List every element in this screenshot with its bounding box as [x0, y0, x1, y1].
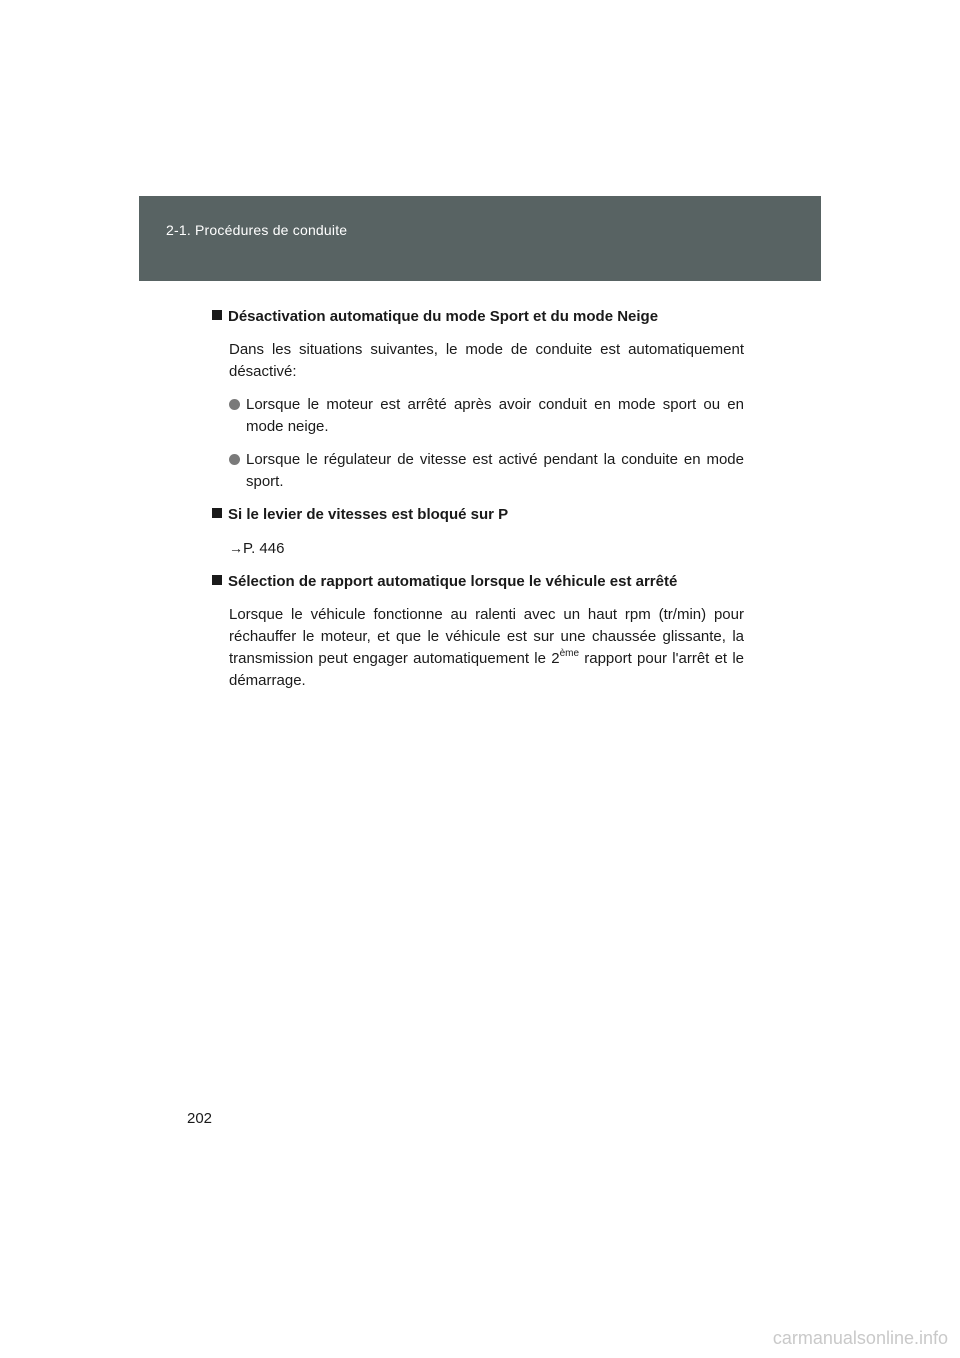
circle-bullet-icon [229, 399, 240, 410]
list-item-text: Lorsque le régulateur de vitesse est activé pendant la conduite en mode sport. [246, 451, 744, 490]
watermark: carmanualsonline.info [772, 1328, 948, 1348]
heading-text: Désactivation automatique du mode Sport et du mode Neige [228, 308, 659, 325]
list-item [229, 449, 744, 493]
body-paragraph [229, 604, 744, 692]
page-number: 202 [187, 1110, 213, 1127]
list-item-text: Lorsque le moteur est arrêté après avoir conduit en mode sport ou en mode neige. [246, 396, 744, 435]
heading-text: Sélection de rapport automatique lorsque le véhicule est arrêté [228, 573, 678, 590]
page-reference[interactable] [229, 537, 744, 560]
body-text-part2: rapport pour l'arrêt et le démarrage. [229, 650, 744, 689]
arrow-right-icon: → [229, 540, 243, 556]
body-text-part1: Lorsque le véhicule fonctionne au ralenti avec un haut rpm (tr/min) pour réchauffer le moteur, et que le véhicule est sur une chaussée glissante, la transmission peut engager automatiquement le 2 [229, 606, 744, 667]
superscript-ordinal: ème [559, 648, 580, 659]
section-header-bar [139, 196, 821, 281]
section-title: 2-1. Procédures de conduite [166, 222, 348, 238]
page-reference-text: P. 446 [243, 540, 285, 557]
section-heading-auto-deactivation [212, 306, 744, 328]
list-item [229, 394, 744, 438]
heading-text: Si le levier de vitesses est bloqué sur P [228, 506, 509, 523]
square-bullet-icon [212, 575, 222, 585]
square-bullet-icon [212, 310, 222, 320]
square-bullet-icon [212, 508, 222, 518]
intro-paragraph: Dans les situations suivantes, le mode de conduite est automatiquement désactivé: [229, 341, 744, 380]
section-heading-auto-gear-selection [212, 571, 744, 593]
section-heading-shift-lever-locked [212, 504, 744, 526]
page-content [212, 306, 744, 703]
circle-bullet-icon [229, 454, 240, 465]
